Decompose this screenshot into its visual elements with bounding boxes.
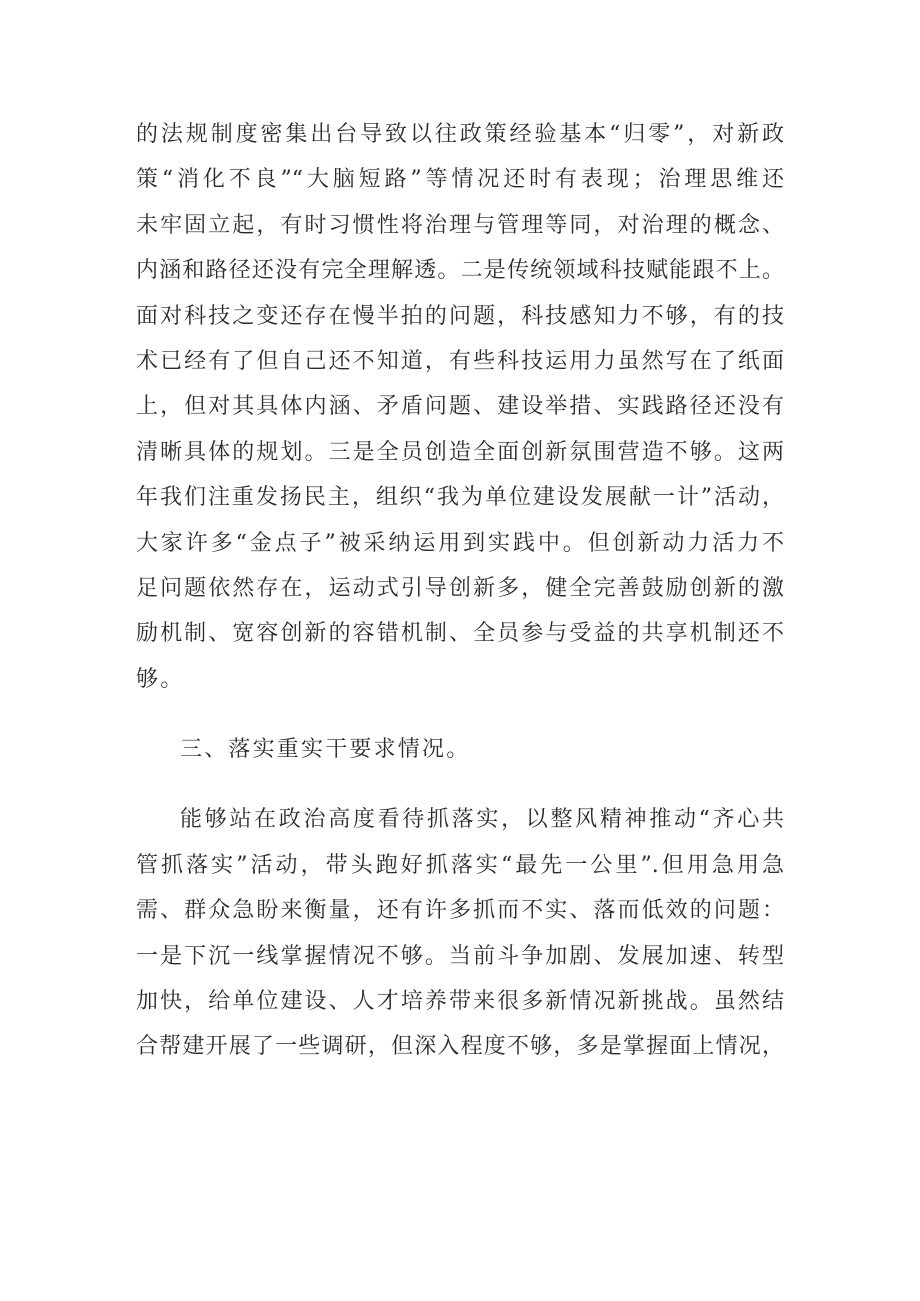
text-line: 励机制、宽容创新的容错机制、全员参与受益的共享机制还不 — [136, 621, 784, 647]
paragraph-2 — [136, 797, 784, 1069]
document-body — [136, 112, 784, 1070]
text-line: 年我们注重发扬民主，组织“我为单位建设发展献一计”活动， — [136, 485, 784, 511]
text-line: 合帮建开展了一些调研，但深入程度不够，多是掌握面上情况， — [136, 1034, 784, 1060]
section-heading: 三、落实重实干要求情况。 — [180, 737, 471, 763]
text-line: 一是下沉一线掌握情况不够。当前斗争加剧、发展加速、转型 — [136, 943, 784, 969]
text-line: 清晰具体的规划。三是全员创造全面创新氛围营造不够。这两 — [136, 439, 784, 465]
text-line: 需、群众急盼来衡量，还有许多抓而不实、落而低效的问题： — [136, 898, 784, 924]
text-line: 的法规制度密集出台导致以往政策经验基本“归零”，对新政 — [136, 122, 784, 147]
text-line: 未牢固立起，有时习惯性将治理与管理等同，对治理的概念、 — [136, 212, 784, 238]
text-line: 上，但对其具体内涵、矛盾问题、建设举措、实践路径还没有 — [136, 394, 784, 420]
text-line-last: 够。 — [136, 666, 185, 692]
text-line: 加快，给单位建设、人才培养带来很多新情况新挑战。虽然结 — [136, 989, 784, 1015]
text-line: 面对科技之变还存在慢半拍的问题，科技感知力不够，有的技 — [136, 303, 784, 329]
paragraph-1 — [136, 112, 784, 702]
text-line: 大家许多“金点子”被采纳运用到实践中。但创新动力活力不 — [136, 530, 784, 556]
text-line: 足问题依然存在，运动式引导创新多，健全完善鼓励创新的激 — [136, 575, 784, 601]
text-line: 管抓落实”活动，带头跑好抓落实“最先一公里”.但用急用急 — [136, 852, 784, 878]
text-line-first: 能够站在政治高度看待抓落实，以整风精神推动“齐心共 — [180, 807, 784, 833]
text-line: 内涵和路径还没有完全理解透。二是传统领域科技赋能跟不上。 — [136, 258, 784, 284]
text-line: 术已经有了但自己还不知道，有些科技运用力虽然写在了纸面 — [136, 348, 784, 374]
text-line: 策“消化不良”“大脑短路”等情况还时有表现；治理思维还 — [136, 167, 784, 193]
